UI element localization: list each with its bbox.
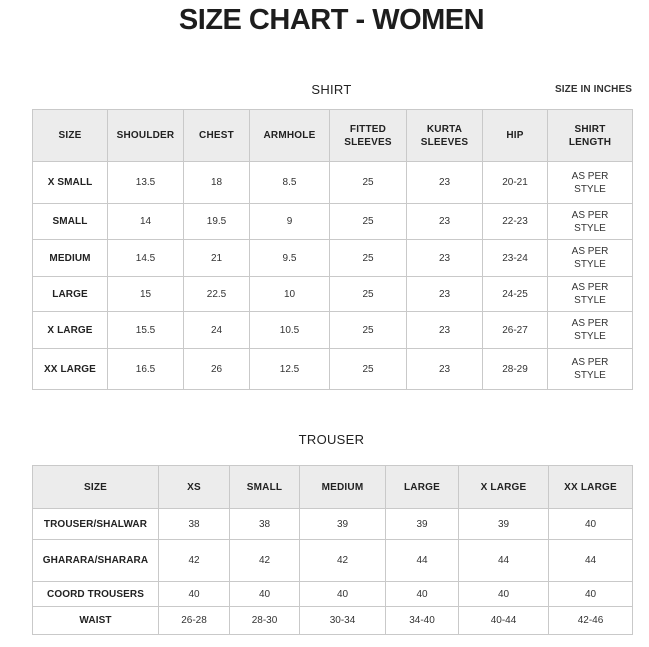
trouser-measurement-cell: 40 (159, 582, 230, 607)
trouser-measurement-cell: 42 (300, 540, 386, 582)
shirt-size-row (33, 349, 633, 390)
trouser-row-label: WAIST (33, 607, 159, 635)
shirt-measurement-cell: 26 (184, 349, 250, 390)
trouser-row-label: TROUSER/SHALWAR (33, 509, 159, 540)
shirt-measurement-cell: 18 (184, 162, 250, 204)
trouser-measurement-cell: 44 (459, 540, 549, 582)
shirt-header-cell: KURTA SLEEVES (407, 110, 483, 162)
shirt-table-body (33, 162, 633, 390)
shirt-measurement-cell: 25 (330, 240, 407, 277)
trouser-measurement-cell: 28-30 (230, 607, 300, 635)
shirt-measurement-cell: AS PER STYLE (548, 312, 633, 349)
shirt-size-row (33, 312, 633, 349)
trouser-header-row (33, 466, 633, 509)
shirt-header-row (33, 110, 633, 162)
shirt-measurement-cell: 24 (184, 312, 250, 349)
shirt-measurement-cell: 13.5 (108, 162, 184, 204)
trouser-measurement-cell: 42 (159, 540, 230, 582)
page-title: SIZE CHART - WOMEN (178, 4, 485, 36)
trouser-header-cell: LARGE (386, 466, 459, 509)
shirt-size-row (33, 162, 633, 204)
shirt-measurement-cell: 23 (407, 240, 483, 277)
shirt-measurement-cell: 23 (407, 277, 483, 312)
trouser-header-cell: X LARGE (459, 466, 549, 509)
shirt-measurement-cell: 24-25 (483, 277, 548, 312)
shirt-measurement-cell: 10 (250, 277, 330, 312)
trouser-measurement-cell: 39 (300, 509, 386, 540)
shirt-size-row (33, 204, 633, 240)
trouser-measurement-cell: 26-28 (159, 607, 230, 635)
shirt-measurement-cell: AS PER STYLE (548, 349, 633, 390)
trouser-measurement-cell: 40 (549, 509, 633, 540)
trouser-measurement-cell: 40 (549, 582, 633, 607)
shirt-measurement-cell: 25 (330, 204, 407, 240)
shirt-measurement-cell: AS PER STYLE (548, 240, 633, 277)
shirt-measurement-cell: 15.5 (108, 312, 184, 349)
trouser-measurement-cell: 44 (549, 540, 633, 582)
trouser-header-cell: SMALL (230, 466, 300, 509)
trouser-measurement-cell: 38 (159, 509, 230, 540)
trouser-measurement-cell: 39 (459, 509, 549, 540)
shirt-measurement-cell: 9.5 (250, 240, 330, 277)
shirt-header-cell: SIZE (33, 110, 108, 162)
trouser-header-cell: XX LARGE (549, 466, 633, 509)
shirt-section-title: SHIRT (311, 82, 352, 97)
shirt-header-cell: FITTED SLEEVES (330, 110, 407, 162)
shirt-measurement-cell: 23 (407, 349, 483, 390)
shirt-measurement-cell: 8.5 (250, 162, 330, 204)
shirt-measurement-cell: 26-27 (483, 312, 548, 349)
shirt-measurement-cell: 25 (330, 349, 407, 390)
shirt-measurement-cell: 22.5 (184, 277, 250, 312)
trouser-header-cell: MEDIUM (300, 466, 386, 509)
trouser-measurement-cell: 40-44 (459, 607, 549, 635)
shirt-size-label: XX LARGE (33, 349, 108, 390)
shirt-measurement-cell: 23 (407, 162, 483, 204)
shirt-size-table (32, 109, 633, 390)
trouser-measurement-cell: 42 (230, 540, 300, 582)
shirt-header-cell: HIP (483, 110, 548, 162)
shirt-measurement-cell: 10.5 (250, 312, 330, 349)
shirt-size-label: X SMALL (33, 162, 108, 204)
trouser-measurement-cell: 42-46 (549, 607, 633, 635)
shirt-header-cell: CHEST (184, 110, 250, 162)
trouser-measurement-cell: 38 (230, 509, 300, 540)
trouser-size-table (32, 465, 633, 635)
shirt-size-label: X LARGE (33, 312, 108, 349)
shirt-measurement-cell: 16.5 (108, 349, 184, 390)
shirt-size-row (33, 277, 633, 312)
shirt-measurement-cell: AS PER STYLE (548, 204, 633, 240)
shirt-header-cell: ARMHOLE (250, 110, 330, 162)
shirt-header-cell: SHOULDER (108, 110, 184, 162)
trouser-measurement-cell: 30-34 (300, 607, 386, 635)
shirt-measurement-cell: 23-24 (483, 240, 548, 277)
trouser-measurement-row (33, 582, 633, 607)
shirt-measurement-cell: 20-21 (483, 162, 548, 204)
trouser-measurement-row (33, 540, 633, 582)
shirt-measurement-cell: 23 (407, 204, 483, 240)
shirt-measurement-cell: AS PER STYLE (548, 162, 633, 204)
shirt-measurement-cell: 14 (108, 204, 184, 240)
shirt-size-label: SMALL (33, 204, 108, 240)
shirt-measurement-cell: 9 (250, 204, 330, 240)
shirt-measurement-cell: AS PER STYLE (548, 277, 633, 312)
trouser-measurement-cell: 40 (230, 582, 300, 607)
trouser-measurement-cell: 34-40 (386, 607, 459, 635)
shirt-measurement-cell: 19.5 (184, 204, 250, 240)
trouser-row-label: GHARARA/SHARARA (33, 540, 159, 582)
trouser-measurement-cell: 40 (386, 582, 459, 607)
trouser-header-cell: SIZE (33, 466, 159, 509)
trouser-table-body (33, 509, 633, 635)
trouser-section-title: TROUSER (298, 432, 365, 447)
trouser-measurement-row (33, 509, 633, 540)
shirt-measurement-cell: 12.5 (250, 349, 330, 390)
shirt-measurement-cell: 22-23 (483, 204, 548, 240)
shirt-measurement-cell: 28-29 (483, 349, 548, 390)
trouser-header-cell: XS (159, 466, 230, 509)
shirt-measurement-cell: 14.5 (108, 240, 184, 277)
shirt-measurement-cell: 15 (108, 277, 184, 312)
trouser-measurement-row (33, 607, 633, 635)
shirt-measurement-cell: 25 (330, 277, 407, 312)
trouser-measurement-cell: 40 (459, 582, 549, 607)
shirt-size-label: MEDIUM (33, 240, 108, 277)
shirt-size-label: LARGE (33, 277, 108, 312)
trouser-row-label: COORD TROUSERS (33, 582, 159, 607)
shirt-measurement-cell: 25 (330, 312, 407, 349)
shirt-measurement-cell: 23 (407, 312, 483, 349)
shirt-size-row (33, 240, 633, 277)
trouser-measurement-cell: 44 (386, 540, 459, 582)
trouser-measurement-cell: 40 (300, 582, 386, 607)
shirt-measurement-cell: 21 (184, 240, 250, 277)
units-note: SIZE IN INCHES (555, 84, 632, 95)
shirt-header-cell: SHIRT LENGTH (548, 110, 633, 162)
trouser-measurement-cell: 39 (386, 509, 459, 540)
shirt-measurement-cell: 25 (330, 162, 407, 204)
